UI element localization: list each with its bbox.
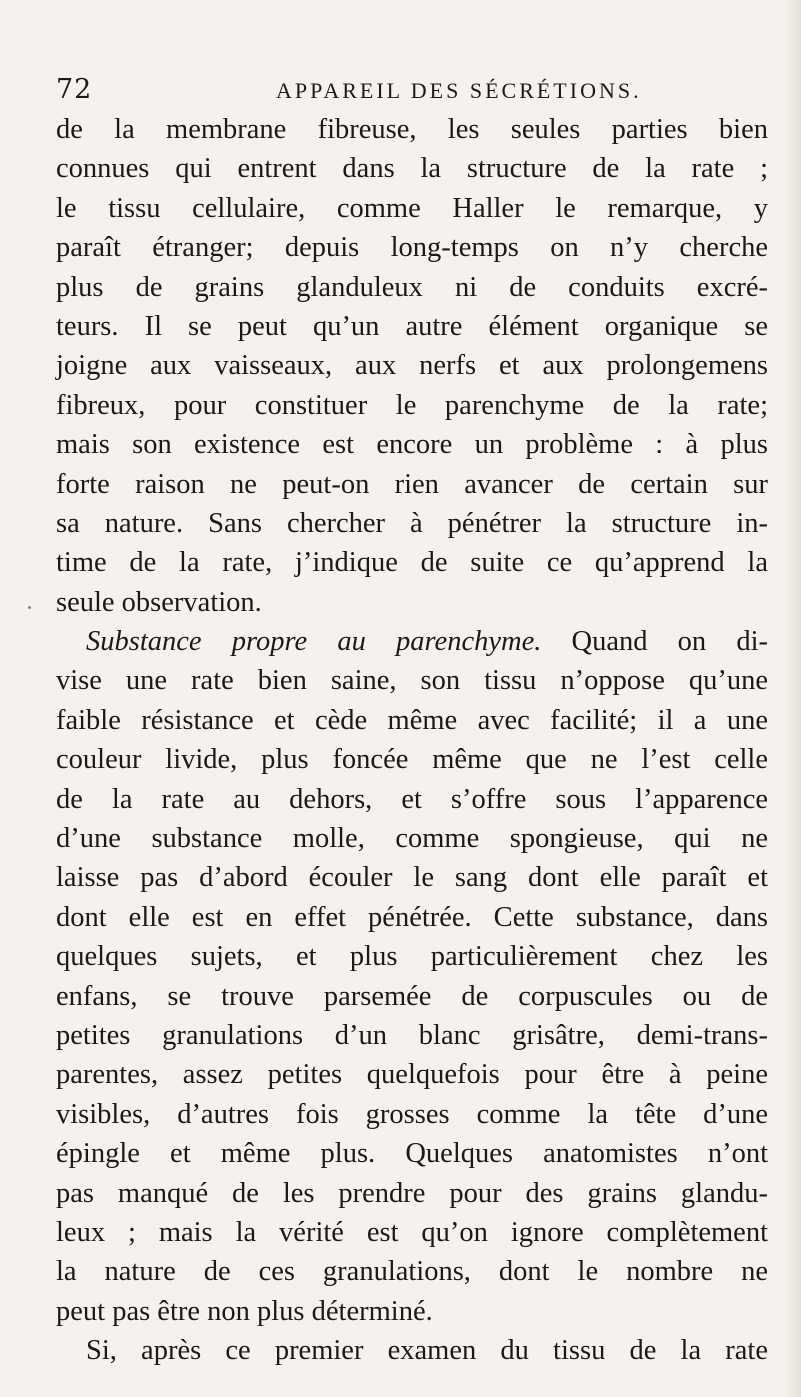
text-line: forte raison ne peut-on rien avancer de certain sur	[56, 468, 768, 500]
text-line: dont elle est en effet pénétrée. Cette substance, dans	[56, 901, 768, 933]
body-text	[56, 110, 768, 1371]
text-line: de la rate au dehors, et s’offre sous l’apparence	[56, 783, 768, 815]
text-line: faible résistance et cède même avec facilité; il a une	[56, 704, 768, 736]
running-head	[56, 74, 776, 104]
text-line: vise une rate bien saine, son tissu n’oppose qu’une	[56, 665, 768, 697]
text-line: de la membrane fibreuse, les seules parties bien	[56, 114, 768, 145]
text-line: sa nature. Sans chercher à pénétrer la structure in-	[56, 507, 768, 539]
section-heading: Substance propre au parenchyme.	[86, 626, 542, 658]
running-title: APPAREIL DES SÉCRÉTIONS.	[276, 78, 642, 103]
text-line: la nature de ces granulations, dont le nombre ne	[56, 1256, 768, 1288]
text-line: seule observation.	[56, 586, 262, 618]
section-heading-line	[56, 622, 768, 661]
text-line: épingle et même plus. Quelques anatomistes n’ont	[56, 1138, 768, 1170]
text-line: peut pas être non plus déterminé.	[56, 1295, 433, 1327]
text-line: quelques sujets, et plus particulièrement chez les	[56, 941, 768, 973]
text-line: joigne aux vaisseaux, aux nerfs et aux prolongemens	[56, 350, 768, 382]
text-line: mais son existence est encore un problème : à plus	[56, 429, 768, 461]
text-line: fibreux, pour constituer le parenchyme de la rate;	[56, 389, 768, 421]
text-line: d’une substance molle, comme spongieuse, qui ne	[56, 823, 768, 855]
text-line: connues qui entrent dans la structure de la rate ;	[56, 153, 768, 185]
text-line: enfans, se trouve parsemée de corpuscules ou de	[56, 980, 768, 1012]
text-line: Si, après ce premier examen du tissu de la rate	[86, 1335, 768, 1367]
text-line: pas manqué de les prendre pour des grains glandu-	[56, 1177, 768, 1209]
text-line: petites granulations d’un blanc grisâtre, demi-trans-	[56, 1019, 768, 1051]
text-line: visibles, d’autres fois grosses comme la tête d’une	[56, 1098, 768, 1130]
text-line: teurs. Il se peut qu’un autre élément organique se	[56, 310, 768, 342]
text-line: plus de grains glanduleux ni de conduits excré-	[56, 271, 768, 303]
section-heading-continuation: Quand on di-	[541, 626, 768, 658]
paper-speck	[28, 606, 31, 609]
text-line: parentes, assez petites quelquefois pour être à peine	[56, 1059, 768, 1091]
text-line: le tissu cellulaire, comme Haller le remarque, y	[56, 192, 768, 224]
page-edge	[787, 0, 801, 1397]
text-line: couleur livide, plus foncée même que ne l’est celle	[56, 744, 768, 776]
text-line: laisse pas d’abord écouler le sang dont elle paraît et	[56, 862, 768, 894]
page-number: 72	[56, 74, 93, 105]
text-line: leux ; mais la vérité est qu’on ignore complètement	[56, 1216, 768, 1248]
text-line: time de la rate, j’indique de suite ce qu’apprend la	[56, 547, 768, 579]
text-line: paraît étranger; depuis long-temps on n’y cherche	[56, 232, 768, 264]
